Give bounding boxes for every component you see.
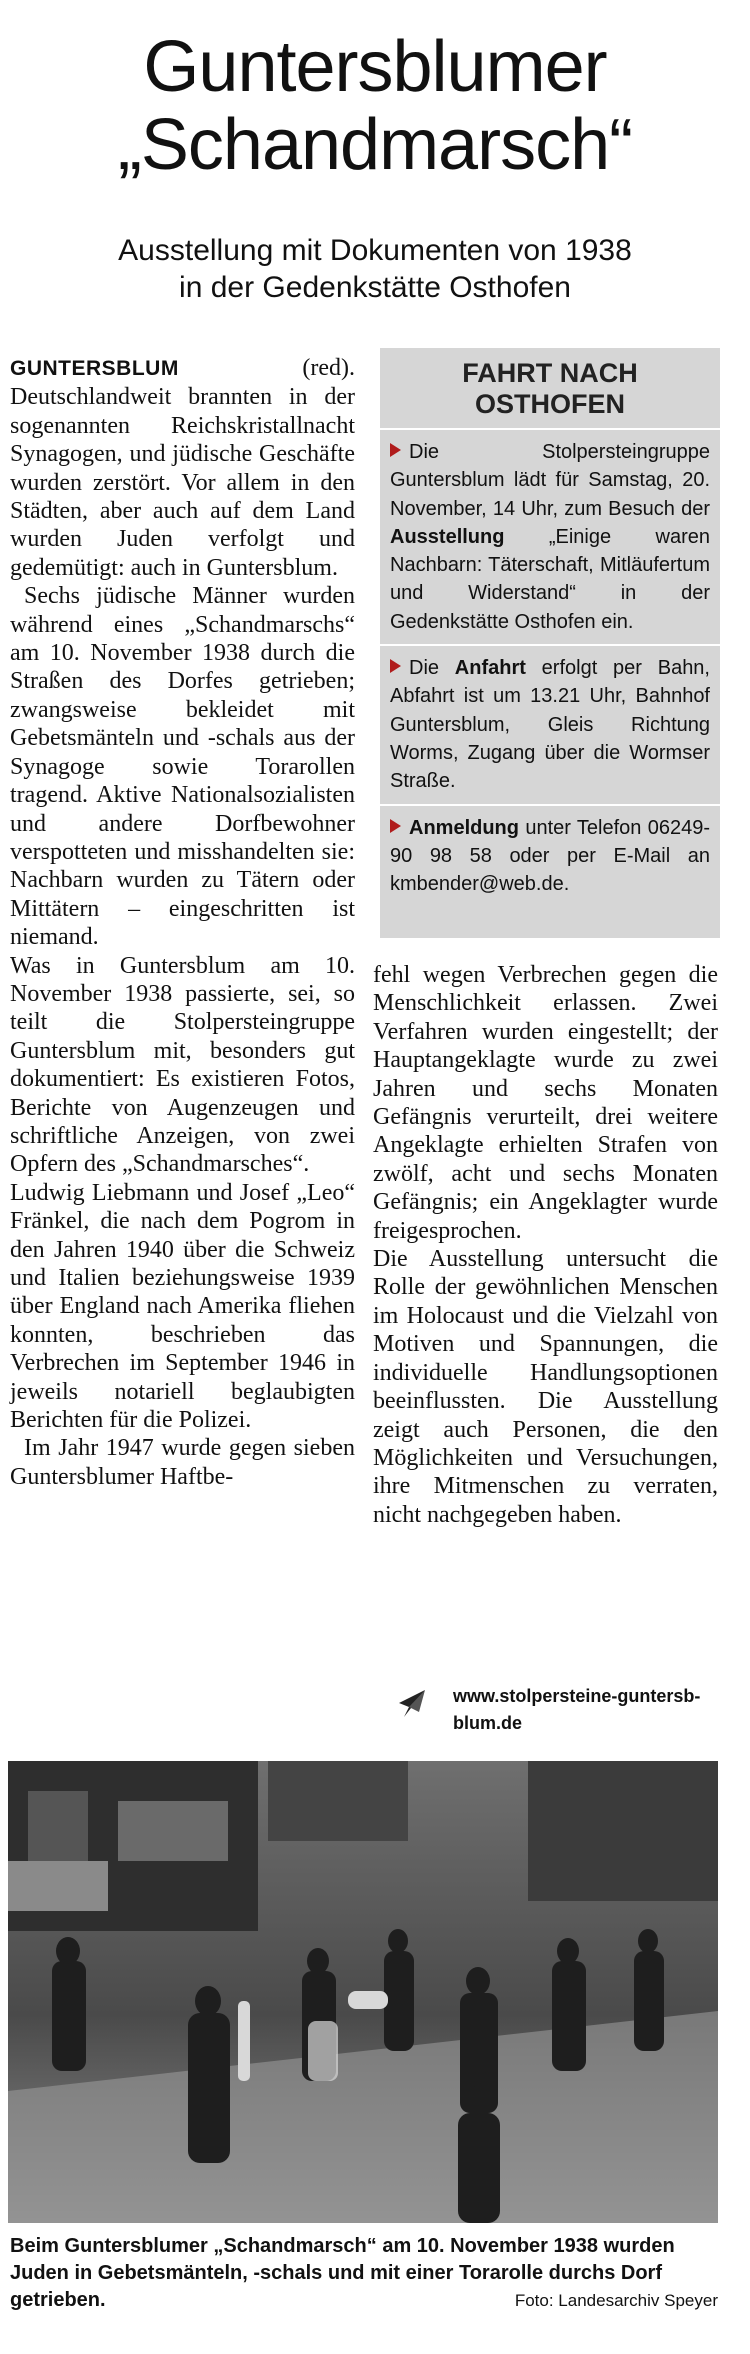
web-link-line-1: www.stolpersteine-guntersb- — [453, 1686, 701, 1706]
info-box-title-line-2: OSTHOFEN — [474, 389, 625, 419]
info-bold: Anmeldung — [409, 816, 519, 839]
info-box-item — [380, 806, 720, 907]
article-column-1 — [10, 354, 355, 1491]
subheadline-line-2: in der Gedenkstätte Osthofen — [179, 271, 571, 304]
article-paragraph: Sechs jüdische Männer wurden während eines „Schandmarschs“ am 10. November 1938 durch die Straßen des Dorfes getrieben; zwangsweise bekleidet mit Gebetsmänteln und -schals aus der Synagoge sowie Torarollen tragend. Aktive Nationalsozialisten und andere Dorfbewohner verspotteten und misshandelten sie: Nachbarn wurden zu Tätern oder Mittätern – eingeschritten ist niemand. — [10, 583, 355, 951]
info-text: Die Stolpersteingruppe Guntersblum lädt für Samstag, 20. November, 14 Uhr, zum Besuch der — [390, 441, 710, 520]
triangle-bullet-icon — [390, 659, 401, 673]
info-text: „Einige waren Nachbarn: Täterschaft, Mitläufertum und Widerstand“ in der Gedenkstätte Osthofen ein. — [390, 525, 710, 633]
article-paragraph: Ludwig Liebmann und Josef „Leo“ Fränkel, die nach dem Pogrom in den Jahren 1940 über die Schweiz und Italien beziehungsweise 1939 über England nach Amerika fliehen konnten, beschrieben das Verbrechen im September 1946 in jeweils notariell beglaubigten Berichten für die Polizei. — [10, 1179, 355, 1434]
triangle-bullet-icon — [390, 443, 401, 457]
info-box-item — [380, 646, 720, 803]
historical-photo — [8, 1761, 718, 2223]
web-link-line-2: blum.de — [453, 1713, 523, 1733]
info-text: erfolgt per Bahn, Abfahrt ist um 13.21 Uhr, Bahnhof Guntersblum, Gleis Richtung Worms, Zugang über die Wormser Straße. — [390, 657, 710, 793]
subheadline — [0, 232, 750, 306]
article-paragraph: Was in Guntersblum am 10. November 1938 passierte, sei, so teilt die Stolpersteingruppe Guntersblum mit, besonders gut dokumentiert: Es existieren Fotos, Berichte von Augenzeugen und schriftliche Anzeigen, von zwei Opfern des „Schandmarsches“. — [10, 952, 355, 1178]
article-paragraph: Im Jahr 1947 wurde gegen sieben Guntersblumer Haftbe- — [10, 1435, 355, 1490]
info-bold: Ausstellung — [390, 525, 505, 548]
info-box-item — [380, 430, 720, 644]
article-paragraph: fehl wegen Verbrechen gegen die Menschlichkeit erlassen. Zwei Verfahren wurden eingestellt; der Hauptangeklagte wurde zu zwei Jahren und sechs Monaten Gefängnis verurteilt, drei weitere Angeklagte erhielten Strafen von zwölf, acht und sechs Monaten Gefängnis; ein Angeklagter wurde freigesprochen. — [373, 962, 718, 1244]
arrow-pointer-icon — [395, 1687, 429, 1721]
info-text: unter Telefon 06249-90 98 58 oder per E-Mail an kmbender@web.de. — [390, 816, 710, 896]
article-column-2 — [373, 961, 718, 1529]
web-link-text[interactable] — [453, 1683, 733, 1737]
triangle-bullet-icon — [390, 819, 401, 833]
photo-caption: Beim Guntersblumer „Schandmarsch“ am 10. November 1938 wurden Juden in Gebetsmänteln, -schals und mit einer Torarolle durchs Dorf getrieben. — [10, 2235, 675, 2311]
info-bold: Anfahrt — [454, 657, 526, 680]
info-text: Die — [409, 657, 455, 680]
article-paragraph: Die Ausstellung untersucht die Rolle der gewöhnlichen Menschen im Holocaust und die Vielzahl von Motiven und Spannungen, die individuelle Handlungsoptionen beeinflussten. Die Ausstellung zeigt auch Personen, die den Möglichkeiten und Versuchungen, ihre Mitmenschen zu verraten, nicht nachgegeben haben. — [373, 1246, 718, 1528]
headline-line-2: „Schandmarsch“ — [117, 105, 633, 185]
author-tag: (red). — [302, 355, 355, 381]
article-paragraph: Deutschlandweit brannten in der sogenannten Reichskristallnacht Synagogen, und jüdische Geschäfte wurden zerstört. Vor allem in den Städten, aber auch auf dem Land wurden Juden verfolgt und gedemütigt: auch in Guntersblum. — [10, 384, 355, 581]
subheadline-line-1: Ausstellung mit Dokumenten von 1938 — [118, 234, 632, 267]
info-box-title-line-1: FAHRT NACH — [462, 358, 638, 388]
info-box — [380, 348, 720, 938]
info-box-title — [380, 358, 720, 420]
dateline: GUNTERSBLUM — [10, 357, 179, 380]
article-paragraph — [10, 354, 355, 383]
headline-line-1: Guntersblumer — [143, 27, 607, 107]
photo-credit: Foto: Landesarchiv Speyer — [514, 2291, 718, 2310]
headline — [0, 28, 750, 184]
